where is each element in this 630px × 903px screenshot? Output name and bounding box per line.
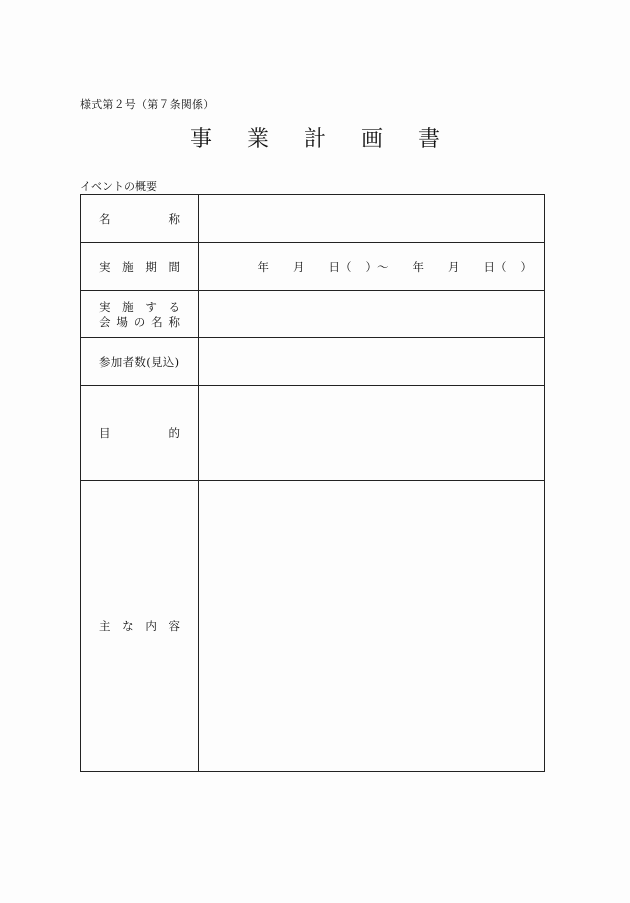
end-close-paren: ） [520,259,532,274]
table-row-venue [81,291,545,338]
label-char: 間 [168,259,180,274]
label-cell-name [81,195,199,243]
label-char: 目 [99,426,111,440]
label-cell-content [81,481,199,772]
tilde-separator: ～ [377,259,389,274]
venue-field[interactable] [199,291,545,338]
label-char: 名 [99,211,111,226]
label-char: 期 [145,259,157,274]
purpose-field[interactable] [199,386,545,481]
name-field[interactable] [199,195,545,243]
label-char: 施 [122,259,134,274]
label-char: な [122,619,134,633]
table-row-content [81,481,545,772]
label-cell-period [81,243,199,291]
label-cell-participants [81,338,199,386]
period-field[interactable] [199,243,545,291]
label-char: 称 [168,211,180,226]
label-char: 会 [99,314,111,329]
participants-field[interactable] [199,338,545,386]
label-char: 的 [168,426,180,440]
label-char: 実 [99,299,111,314]
table-row-name [81,195,545,243]
start-close-paren: ） [365,259,377,274]
label-char: る [168,299,180,314]
label-char: 称 [168,314,180,329]
label-char: 内 [145,619,157,633]
label-char: 施 [122,299,134,314]
end-day-label: 日（ [483,259,507,274]
start-day-label: 日（ [328,259,352,274]
label-cell-purpose [81,386,199,481]
label-char: す [145,299,157,314]
label-char: 実 [99,259,111,274]
start-year-label: 年 [257,259,269,274]
form-number: 様式第２号（第７条関係） [80,98,215,111]
end-year-label: 年 [412,259,424,274]
table-row-participants [81,338,545,386]
end-month-label: 月 [448,259,460,274]
section-label: イベントの概要 [80,180,157,193]
participants-label: 参加者数(見込) [99,354,180,369]
label-char: 名 [151,314,163,329]
label-char: 主 [99,619,111,633]
event-overview-table [80,194,545,772]
table-row-purpose [81,386,545,481]
table-row-period [81,243,545,291]
label-char: の [133,314,146,329]
label-char: 容 [168,619,180,633]
start-month-label: 月 [293,259,305,274]
document-title: 事 業 計 画 書 [190,127,454,152]
label-char: 場 [116,314,128,329]
content-field[interactable] [199,481,545,772]
label-cell-venue [81,291,199,338]
